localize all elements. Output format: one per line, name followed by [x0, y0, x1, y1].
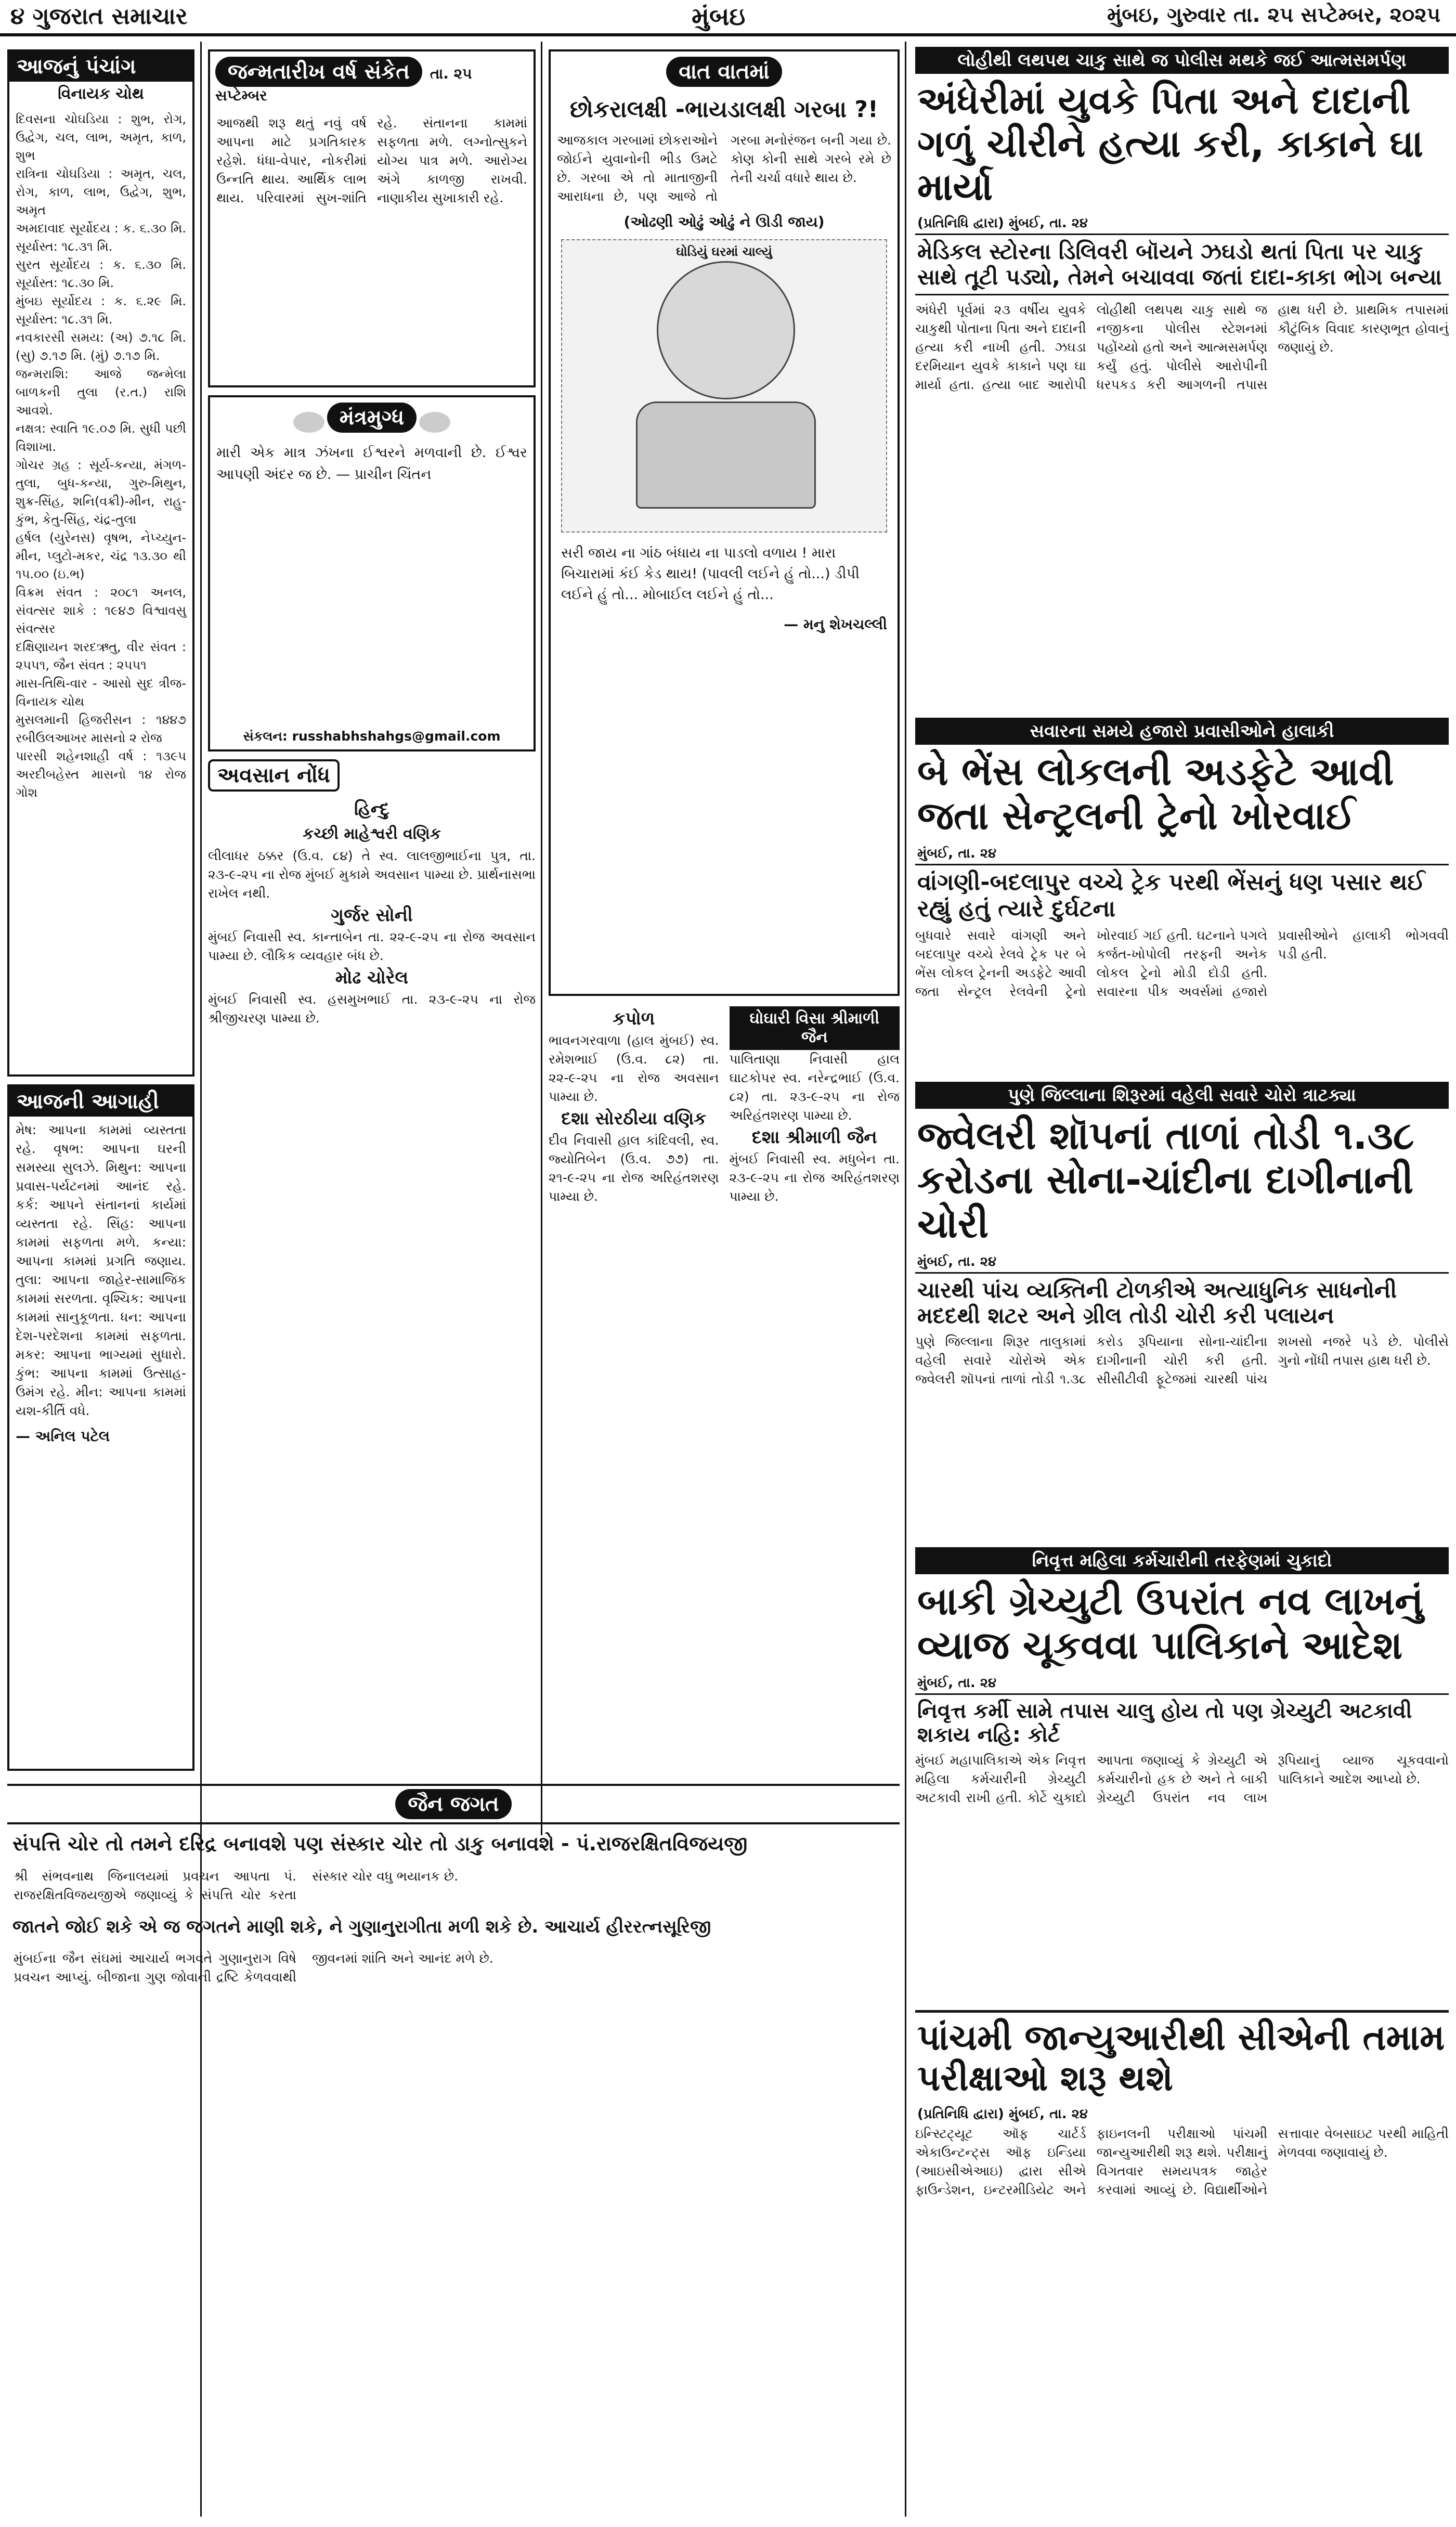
jain-body: શ્રી સંભવનાથ જિનાલયમાં પ્રવચન આપતા પં. રાજરક્ષિતવિજયજીએ જણાવ્યું કે સંપત્તિ ચોર કરતા સંસ્કાર ચોર વધુ ભયાનક છે.: [14, 1869, 459, 1902]
vaat-body: આજકાલ ગરબામાં છોકરાઓને જોઈને યુવાનોની ભીડ ઉમટે છે. ગરબા એ તો માતાજીની આરાધના છે, પણ આજે તો ગરબા મનોરંજન બની ગયા છે. કોણ કોની સાથે ગરબે રમે છે તેની ચર્ચા વધારે થાય છે.: [557, 133, 891, 204]
panchang-line: ગોચર ગ્રહ : સૂર્ય-કન્યા, મંગળ-તુલા, બુધ-કન્યા, ગુરુ-મિથુન, શુક્ર-સિંહ, શનિ(વક્રી)-મીન, રાહુ-કુંભ, કેતુ-સિંહ, ચંદ્ર-તુલા: [16, 458, 186, 527]
column-rule: [905, 42, 906, 2517]
forecast-header: આજની આગાહી: [9, 1086, 192, 1117]
panchang-line: નવકારસી સમય: (અ) ૭.૧૮ મિ. (સુ) ૭.૧૭ મિ. (મું) ૭.૧૭ મિ.: [16, 330, 186, 363]
story4-lead: મુંબઈ, તા. ૨૪: [917, 1675, 997, 1691]
lotus-icon: [293, 412, 324, 433]
jain-body-2: મુંબઈના જૈન સંઘમાં આચાર્ય ભગવંતે ગુણાનુરાગ વિષે પ્રવચન આપ્યું. બીજાના ગુણ જોવાની દ્રષ્ટિ કેળવવાથી જીવનમાં શાંતિ અને આનંદ મળે છે.: [14, 1951, 493, 1985]
obituary-entry: મુંબઈ નિવાસી સ્વ. હસમુખભાઈ તા. ૨૩-૯-૨૫ ના રોજ શ્રીજીચરણ પામ્યા છે.: [208, 992, 536, 1026]
story3-headline: જ્વેલરી શૉપનાં તાળાં તોડી ૧.૩૮ કરોડના સોના-ચાંદીના દાગીનાની ચોરી: [917, 1113, 1414, 1247]
story-buffalo-train: [915, 718, 1449, 1071]
story3-body: પુણે જિલ્લાના શિરૂર તાલુકામાં વહેલી સવારે ચોરોએ એક જ્વેલરી શૉપનાં તાળાં તોડી ૧.૩૮ કરોડ રૂપિયાના સોના-ચાંદીના દાગીનાની ચોરી કરી હતી. સીસીટીવી ફૂટેજમાં ચારથી પાંચ શખસો નજરે પડે છે. પોલીસે ગુનો નોંધી તપાસ હાથ ધરી છે.: [915, 1333, 1449, 1386]
story2-body: બુધવારે સવારે વાંગણી અને બદલાપુર વચ્ચે રેલવે ટ્રેક પર બે ભેંસ લોકલ ટ્રેનની અડફેટે આવી જતા સેન્ટ્રલ રેલવેની ટ્રેનો ખોરવાઈ ગઈ હતી. ઘટનાને પગલે કર્જત-ખોપોલી તરફની અનેક લોકલ ટ્રેનો મોડી દોડી હતી. સવારના પીક અવર્સમાં હજારો પ્રવાસીઓને હાલાકી ભોગવવી પડી હતી.: [915, 928, 1449, 1000]
mantra-header: મંત્રમુગ્ધ: [327, 403, 417, 433]
panchang-title: વિનાયક ચોથ: [58, 85, 144, 103]
jain-subheadline: જાતને જોઈ શકે એ જ જગતને માણી શકે, ને ગુણાનુરાગીતા મળી શકે છે. આચાર્ય હીરરત્નસૂરિજી: [12, 1916, 711, 1937]
obituary-entry: પાલિતાણા નિવાસી હાલ ઘાટકોપર સ્વ. નરેન્દ્રભાઈ (ઉ.વ. ૮૨) તા. ૨૩-૯-૨૫ ના રોજ અરિહંતશરણ પામ્યા છે.: [729, 1052, 900, 1123]
obituary-group-title: દશા શ્રીમાળી જૈન: [751, 1127, 877, 1148]
panchang-line: રાત્રિના ચોઘડિયા : અમૃત, ચલ, રોગ, કાળ, લાભ, ઉદ્વેગ, શુભ, અમૃત: [16, 166, 186, 217]
story3-kicker: પુણે જિલ્લાના શિરૂરમાં વહેલી સવારે ચોરો ત્રાટક્યા: [915, 1082, 1449, 1109]
forecast-signature: — અનિલ પટેલ: [16, 1428, 110, 1445]
panchang-header: આજનું પંચાંગ: [9, 51, 192, 82]
story-ca-exams: [915, 2010, 1449, 2517]
birthday-box: [208, 49, 536, 387]
vaat-box: [549, 49, 900, 996]
story1-headline: અંધેરીમાં યુવકે પિતા અને દાદાની ગળું ચીરીને હત્યા કરી, કાકાને ઘા માર્યા: [917, 79, 1423, 209]
obituary-continued: [549, 1006, 900, 1779]
story5-lead: (પ્રતિનિધિ દ્વારા) મુંબઈ, તા. ૨૪: [917, 2106, 1088, 2122]
story5-headline: પાંચમી જાન્યુઆરીથી સીએની તમામ પરીક્ષાઓ શરૂ થશે: [915, 2010, 1449, 2104]
obituary-section: [208, 759, 536, 1779]
story4-headline: બાકી ગ્રેચ્યુટી ઉપરાંત નવ લાખનું વ્યાજ ચૂકવવા પાલિકાને આદેશ: [917, 1579, 1424, 1668]
story-andheri-murder: [915, 47, 1449, 707]
obituary-entry: ભાવનગરવાળા (હાલ મુંબઈ) સ્વ. રમેશભાઈ (ઉ.વ. ૮૨) તા. ૨૨-૯-૨૫ ના રોજ અવસાન પામ્યા છે.: [549, 1033, 719, 1104]
panchang-line: મુસલમાની હિજરીસન : ૧૪૪૭ રબીઉલઆખર માસનો ૨ રોજ: [16, 712, 186, 745]
cartoon-illustration: [561, 239, 887, 533]
obituary-list-continued: [549, 1006, 900, 1206]
jain-section: [7, 1784, 900, 2517]
edition-name: મુંબઇ: [692, 2, 746, 31]
panchang-line: હર્ષલ (યુરેનસ) વૃષભ, નેપ્ચ્યુન-મીન, પ્લુટો-મકર, ચંદ્ર ૧૩.૩૦ થી ૧૫.૦૦ (ઇ.ભ): [16, 530, 186, 581]
forecast-body: મેષ: આપના કામમાં વ્યસ્તતા રહે. વૃષભ: આપના ઘરની સમસ્યા સુલઝે. મિથુન: આપના પ્રવાસ-પર્યટનમાં આનંદ રહે. કર્ક: આપને સંતાનનાં કાર્યમાં વ્યસ્તતા રહે. સિંહ: આપના કામમાં સફળતા મળે. કન્યા: આપના કામમાં પ્રગતિ જણાય. તુલા: આપના જાહેર-સામાજિક કામમાં સરળતા. વૃશ્ચિક: આપના કામમાં સાનુકૂળતા. ધન: આપના દેશ-પરદેશના કામમાં સફળતા. મકર: આપના ભાગ્યમાં સુધારો. કુંભ: આપના કામમાં ઉત્સાહ-ઉમંગ રહે. મીન: આપના કામમાં યશ-કીર્તિ વધે.: [16, 1122, 186, 1418]
obituary-group-title: ગુર્જર સોની: [331, 905, 413, 926]
panchang-line: દક્ષિણાયન શરદઋતુ, વીર સંવત : ૨૫૫૧, જૈન સંવત : ૨૫૫૧: [16, 640, 186, 672]
story2-lead: મુંબઈ, તા. ૨૪: [917, 846, 997, 862]
vaat-signature: — મનુ શેખચલ્લી: [784, 616, 887, 633]
story4-subheadline: નિવૃત્ત કર્મી સામે તપાસ ચાલુ હોય તો પણ ગ્રેચ્યુટી અટકાવી શકાય નહિ: કોર્ટ: [915, 1693, 1449, 1751]
obituary-subtitle: કચ્છી માહેશ્વરી વણિક: [303, 825, 441, 843]
birthday-header: જન્મતારીખ વર્ષ સંકેત: [215, 57, 422, 87]
obituary-entry: મુંબઈ નિવાસી સ્વ. કાન્તાબેન તા. ૨૨-૯-૨૫ ના રોજ અવસાન પામ્યા છે. લૌકિક વ્યવહાર બંધ છે.: [208, 929, 536, 963]
obituary-group-title: ઘોઘારી વિસા શ્રીમાળી જૈન: [730, 1006, 900, 1050]
panchang-line: અમદાવાદ સૂર્યોદય : ક. ૬.૩૦ મિ. સૂર્યાસ્ત: ૧૮.૩૧ મિ.: [16, 221, 186, 254]
obituary-entry: લીલાધર ઠક્કર (ઉ.વ. ૮૪) તે સ્વ. લાલજીભાઈના પુત્ર, તા. ૨૩-૯-૨૫ ના રોજ મુંબઈ મુકામે અવસાન પામ્યા છે. પ્રાર્થનાસભા રાખેલ નથી.: [208, 848, 536, 901]
story4-body: મુંબઈ મહાપાલિકાએ એક નિવૃત્ત મહિલા કર્મચારીની ગ્રેચ્યુટી અટકાવી રાખી હતી. કોર્ટે ચુકાદો આપતા જણાવ્યું કે ગ્રેચ્યુટી એ કર્મચારીનો હક છે અને તે બાકી ગ્રેચ્યુટી ઉપરાંત નવ લાખ રૂપિયાનું વ્યાજ ચૂકવવાનો પાલિકાને આદેશ આપ્યો છે.: [915, 1753, 1449, 1806]
story-jewellery-theft: [915, 1082, 1449, 1534]
story3-lead: મુંબઈ, તા. ૨૪: [917, 1254, 997, 1270]
story1-lead: (પ્રતિનિધિ દ્વારા) મુંબઈ, તા. ૨૪: [917, 215, 1088, 231]
obituary-entry: દીવ નિવાસી હાલ કાંદિવલી, સ્વ. જ્યોતિબેન (ઉ.વ. ૭૭) તા. ૨૧-૯-૨૫ ના રોજ અરિહંતશરણ પામ્યા છે.: [549, 1133, 719, 1204]
jain-header: જૈન જગત: [395, 1789, 511, 1819]
panchang-line: સુરત સૂર્યોદય : ક. ૬.૩૦ મિ. સૂર્યાસ્ત: ૧૮.૩૦ મિ.: [16, 257, 186, 290]
story2-kicker: સવારના સમયે હજારો પ્રવાસીઓને હાલાકી: [915, 718, 1449, 745]
obituary-entry: મુંબઈ નિવાસી સ્વ. મધુબેન તા. ૨૩-૯-૨૫ ના રોજ અરિહંતશરણ પામ્યા છે.: [729, 1151, 900, 1204]
obituary-group-title: મોઢ ચોરેલ: [335, 967, 409, 988]
panchang-line: પારસી શહેનશાહી વર્ષ : ૧૩૯૫ અરદીબહેસ્ત માસનો ૧૪ રોજ ગોશ: [16, 749, 186, 800]
vaat-quote: (ઓઢણી ઓઢું ઓઢું ને ઊડી જાય): [623, 213, 825, 230]
jain-headline: સંપત્તિ ચોર તો તમને દરિદ્ર બનાવશે પણ સંસ્કાર ચોર તો ડાકુ બનાવશે - પં.રાજરક્ષિતવિજયજી: [12, 1832, 748, 1855]
cartoon-body: [636, 401, 816, 509]
story2-headline: બે ભેંસ લોકલની અડફેટે આવી જતા સેન્ટ્રલની ટ્રેનો ખોરવાઈ: [917, 749, 1394, 839]
page-number-and-paper-name: ૪ ગુજરાત સમાચાર: [10, 3, 188, 30]
panchang-box: [7, 49, 194, 1077]
mantra-credit: સંકલન: russhabhshahgs@gmail.com: [243, 729, 501, 744]
birthday-date: તા. ૨૫ સપ્ટેમ્બર: [215, 65, 472, 104]
panchang-line: દિવસના ચોઘડિયા : શુભ, રોગ, ઉદ્વેગ, ચલ, લાભ, અમૃત, કાળ, શુભ: [16, 112, 186, 163]
story1-kicker: લોહીથી લથપથ ચાકુ સાથે જ પોલીસ મથકે જઈ આત્મસમર્પણ: [915, 47, 1449, 74]
story2-subheadline: વાંગણી-બદલાપુર વચ્ચે ટ્રેક પરથી ભેંસનું ધણ પસાર થઈ રહ્યું હતું ત્યારે દુર્ઘટના: [915, 864, 1449, 926]
vaat-header: વાત વાતમાં: [666, 57, 782, 87]
lotus-icon: [419, 412, 450, 433]
panchang-line: માસ-તિથિ-વાર - આસો સુદ ત્રીજ-વિનાયક ચોથ: [16, 676, 186, 709]
forecast-box: [7, 1084, 194, 1771]
obituary-header: અવસાન નોંધ: [208, 759, 340, 792]
obituary-list: [208, 797, 536, 1028]
panchang-line: વિક્રમ સંવત : ૨૦૮૧ અનલ, સંવત્સર શાકે : ૧૯૪૭ વિશ્વાવસુ સંવત્સર: [16, 585, 186, 636]
obituary-group-title: દશા સોરઠીયા વણિક: [561, 1108, 707, 1129]
dateline: મુંબઇ, ગુરુવાર તા. ૨૫ સપ્ટેમ્બર, ૨૦૨૫: [1107, 3, 1440, 27]
story-gratuity-order: [915, 1547, 1449, 2000]
mantra-body: મારી એક માત્ર ઝંખના ઈશ્વરને મળવાની છે. ઈશ્વર આપણી અંદર જ છે. — પ્રાચીન ચિંતન: [216, 445, 527, 483]
story5-body: ઇન્સ્ટિટ્યૂટ ઑફ ચાર્ટર્ડ એકાઉન્ટન્ટ્સ ઑફ ઇન્ડિયા (આઇસીએઆઇ) દ્વારા સીએ ફાઉન્ડેશન, ઇન્ટરમીડિયેટ અને ફાઇનલની પરીક્ષાઓ પાંચમી જાન્યુઆરીથી શરૂ થશે. પરીક્ષાનું વિગતવાર સમયપત્રક જાહેર કરવામાં આવ્યું છે. વિદ્યાર્થીઓને સત્તાવાર વેબસાઇટ પરથી માહિતી મેળવવા જણાવાયું છે.: [915, 2126, 1449, 2198]
vaat-poem: સરી જાય ના ગાંઠ બંધાય ના પાડલો વળાય ! મારા બિચારામાં કંઈ કેડ થાય! (પાવલી લઈને હું તો...) ડીપી લઈને હું તો... મોબાઈલ લઈને હું તો...: [561, 545, 860, 603]
mantra-box: [208, 395, 536, 751]
obituary-group-title: કપોળ: [613, 1008, 655, 1029]
story1-subheadline: મેડિકલ સ્ટોરના ડિલિવરી બૉયને ઝઘડો થતાં પિતા પર ચાકુ સાથે તૂટી પડ્યો, તેમને બચાવવા જતાં દાદા-કાકા ભોગ બન્યા: [915, 234, 1449, 295]
panchang-line: જન્મરાશિ: આજે જન્મેલા બાળકની તુલા (ર.ત.) રાશિ આવશે.: [16, 367, 186, 418]
story1-body: અંધેરી પૂર્વમાં ૨૩ વર્ષીય યુવકે ચાકુથી પોતાના પિતા અને દાદાની હત્યા કરી નાખી હતી. ઝઘડા દરમિયાન યુવકે કાકાને પણ ઘા માર્યા હતા. હત્યા બાદ આરોપી લોહીથી લથપથ ચાકુ સાથે જ નજીકના પોલીસ સ્ટેશનમાં પહોંચ્યો હતો અને આત્મસમર્પણ કર્યું હતું. પોલીસે આરોપીની ધરપકડ કરી આગળની તપાસ હાથ ધરી છે. પ્રાથમિક તપાસમાં કૌટુંબિક વિવાદ કારણભૂત હોવાનું જણાયું છે.: [915, 302, 1449, 392]
cartoon-face: [657, 261, 795, 399]
panchang-line: નક્ષત્ર: સ્વાતિ ૧૯.૦૭ મિ. સુધી પછી વિશાખા.: [16, 421, 186, 454]
panchang-line: મુંબઇ સૂર્યોદય : ક. ૬.૨૯ મિ. સૂર્યાસ્ત: ૧૮.૩૧ મિ.: [16, 294, 186, 327]
column-rule: [541, 42, 542, 1835]
vaat-headline: છોકરાલક્ષી -ભાયડાલક્ષી ગરબા ?!: [570, 96, 878, 123]
story3-subheadline: ચારથી પાંચ વ્યક્તિની ટોળકીએ અત્યાધુનિક સાધનોની મદદથી શટર અને ગ્રીલ તોડી ચોરી કરી પલાયન: [915, 1272, 1449, 1332]
story4-kicker: નિવૃત્ત મહિલા કર્મચારીની તરફેણમાં ચુકાદો: [915, 1547, 1449, 1574]
obituary-group-title: હિન્દુ: [354, 799, 389, 820]
cartoon-caption: ઘોડિયું ઘરમાં ચાલ્યું: [676, 244, 772, 259]
panchang-body: [9, 106, 192, 806]
masthead: [0, 0, 1456, 36]
birthday-body: આજથી શરૂ થતું નવું વર્ષ આપના માટે પ્રગતિકારક રહેશે. ધંધા-વેપાર, નોકરીમાં ઉન્નતિ થાય. આર્થિક લાભ થાય. પરિવારમાં સુખ-શાંતિ રહે. સંતાનના કામમાં સફળતા મળે. લગ્નોત્સુકને યોગ્ય પાત્ર મળે. આરોગ્ય અંગે કાળજી રાખવી. નાણાકીય સુખાકારી રહે.: [216, 115, 527, 205]
